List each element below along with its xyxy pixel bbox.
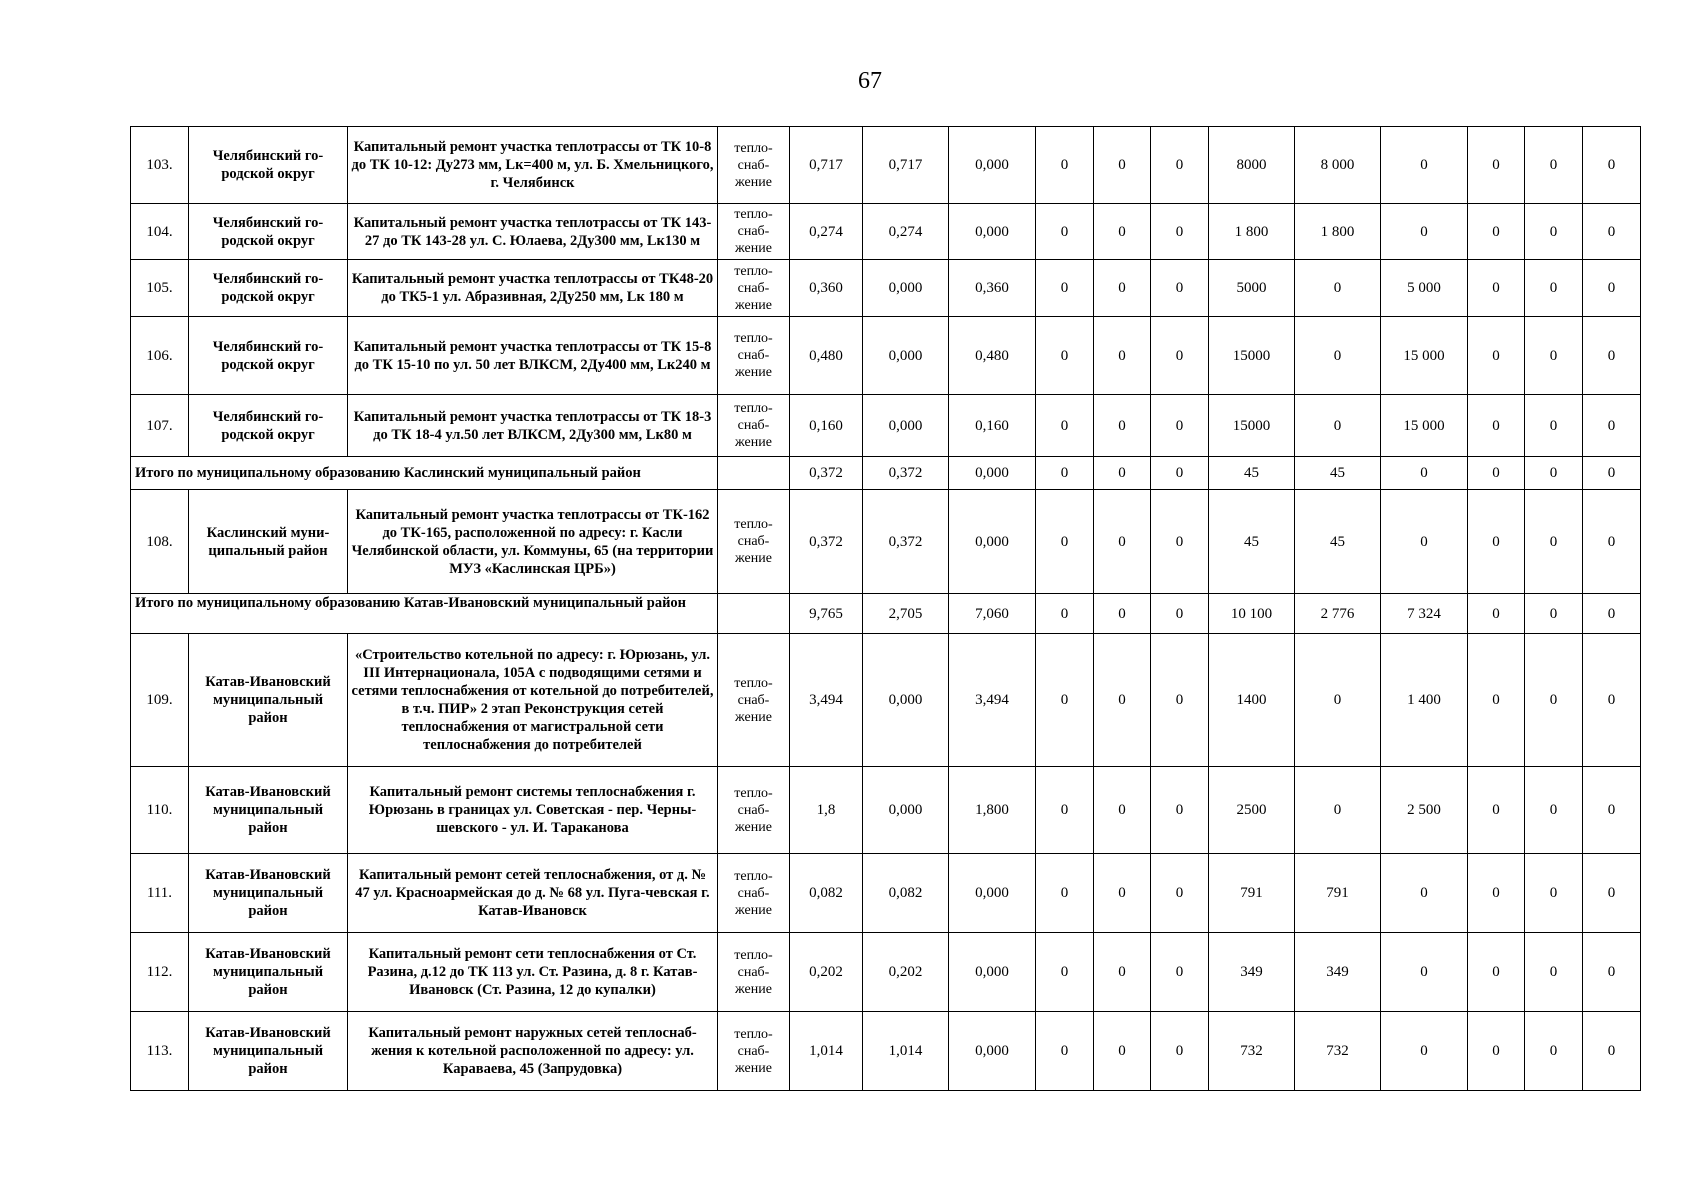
value-cell: 0 xyxy=(1468,204,1525,260)
value-cell: 0 xyxy=(1525,767,1583,854)
value-cell: 0 xyxy=(1583,457,1641,490)
value-cell: 0 xyxy=(1468,634,1525,767)
row-number: 110. xyxy=(131,767,189,854)
value-cell: 0 xyxy=(1151,260,1209,317)
municipality-cell: Катав-Ивановский муниципальный район xyxy=(189,933,348,1012)
value-cell: 0,000 xyxy=(949,854,1036,933)
value-cell: 0 xyxy=(1525,395,1583,457)
value-cell: 45 xyxy=(1209,490,1295,594)
value-cell: 0 xyxy=(1151,317,1209,395)
municipality-cell: Катав-Ивановский муниципальный район xyxy=(189,634,348,767)
value-cell: 1,800 xyxy=(949,767,1036,854)
value-cell: 0 xyxy=(1295,317,1381,395)
value-cell: 0,717 xyxy=(790,127,863,204)
value-cell: 15000 xyxy=(1209,317,1295,395)
value-cell: 0 xyxy=(1036,490,1094,594)
value-cell: 0 xyxy=(1468,457,1525,490)
value-cell: 0 xyxy=(1525,490,1583,594)
value-cell: 0 xyxy=(1583,854,1641,933)
value-cell: 0 xyxy=(1525,594,1583,634)
value-cell: 0,717 xyxy=(863,127,949,204)
value-cell: 0,082 xyxy=(863,854,949,933)
value-cell: 0 xyxy=(1036,260,1094,317)
municipality-cell: Челябинский го-родской округ xyxy=(189,317,348,395)
value-cell: 0,000 xyxy=(949,490,1036,594)
value-cell: 2500 xyxy=(1209,767,1295,854)
value-cell: 0 xyxy=(1468,594,1525,634)
value-cell: 1400 xyxy=(1209,634,1295,767)
value-cell: 45 xyxy=(1295,457,1381,490)
value-cell: 0,372 xyxy=(863,490,949,594)
value-cell: 0 xyxy=(1468,933,1525,1012)
value-cell: 0,082 xyxy=(790,854,863,933)
value-cell: 0 xyxy=(1036,634,1094,767)
value-cell: 0 xyxy=(1381,127,1468,204)
value-cell: 45 xyxy=(1295,490,1381,594)
value-cell: 0 xyxy=(1525,127,1583,204)
value-cell: 0 xyxy=(1094,854,1151,933)
value-cell: 0 xyxy=(1381,854,1468,933)
value-cell: 2 500 xyxy=(1381,767,1468,854)
value-cell: 0,372 xyxy=(863,457,949,490)
value-cell: 1,8 xyxy=(790,767,863,854)
page-number: 67 xyxy=(858,68,882,94)
municipality-cell: Челябинский го-родской округ xyxy=(189,204,348,260)
row-number: 112. xyxy=(131,933,189,1012)
service-type-cell: тепло-снаб-жение xyxy=(718,767,790,854)
value-cell: 2 776 xyxy=(1295,594,1381,634)
row-number: 113. xyxy=(131,1012,189,1091)
value-cell: 1 400 xyxy=(1381,634,1468,767)
project-description-cell: Капитальный ремонт наружных сетей теплоснаб-жения к котельной расположенной по адресу: ул. Караваева, 45 (Запрудовка) xyxy=(348,1012,718,1091)
value-cell: 0 xyxy=(1583,490,1641,594)
value-cell: 0,000 xyxy=(949,127,1036,204)
value-cell: 0 xyxy=(1094,1012,1151,1091)
value-cell: 0 xyxy=(1381,933,1468,1012)
value-cell: 0 xyxy=(1036,127,1094,204)
value-cell: 0 xyxy=(1583,767,1641,854)
table-row xyxy=(131,634,1641,767)
value-cell: 0,000 xyxy=(863,634,949,767)
value-cell: 0 xyxy=(1525,1012,1583,1091)
value-cell: 0 xyxy=(1468,317,1525,395)
value-cell: 0 xyxy=(1525,634,1583,767)
subtotal-label: Итого по муниципальному образованию Катав-Ивановский муниципальный район xyxy=(131,594,718,634)
value-cell: 0 xyxy=(1151,594,1209,634)
value-cell: 0 xyxy=(1094,395,1151,457)
value-cell: 0,274 xyxy=(790,204,863,260)
value-cell: 0,000 xyxy=(863,317,949,395)
project-description-cell: Капитальный ремонт участка теплотрассы от ТК-162 до ТК-165, расположенной по адресу: г. Касли Челябинской области, ул. Коммуны, 65 (на территории МУЗ «Каслинская ЦРБ») xyxy=(348,490,718,594)
table-row xyxy=(131,933,1641,1012)
value-cell: 0 xyxy=(1295,767,1381,854)
municipality-cell: Челябинский го-родской округ xyxy=(189,395,348,457)
value-cell: 0 xyxy=(1151,457,1209,490)
investment-program-table xyxy=(130,126,1641,1091)
value-cell: 0,274 xyxy=(863,204,949,260)
value-cell: 0 xyxy=(1468,395,1525,457)
value-cell: 0 xyxy=(1583,395,1641,457)
value-cell: 0 xyxy=(1036,1012,1094,1091)
subtotal-row xyxy=(131,594,1641,634)
value-cell: 0 xyxy=(1525,260,1583,317)
project-description-cell: Капитальный ремонт участка теплотрассы от ТК 143-27 до ТК 143-28 ул. С. Юлаева, 2Ду300 мм, Lк130 м xyxy=(348,204,718,260)
row-number: 105. xyxy=(131,260,189,317)
value-cell: 1,014 xyxy=(790,1012,863,1091)
value-cell: 0,000 xyxy=(949,1012,1036,1091)
value-cell: 791 xyxy=(1295,854,1381,933)
project-description-cell: Капитальный ремонт системы теплоснабжения г. Юрюзань в границах ул. Советская - пер. Черны-шевского - ул. И. Тараканова xyxy=(348,767,718,854)
value-cell: 0 xyxy=(1094,933,1151,1012)
project-description-cell: Капитальный ремонт участка теплотрассы от ТК 18-3 до ТК 18-4 ул.50 лет ВЛКСМ, 2Ду300 мм, Lк80 м xyxy=(348,395,718,457)
row-number: 106. xyxy=(131,317,189,395)
value-cell: 0 xyxy=(1468,490,1525,594)
value-cell: 0,000 xyxy=(949,457,1036,490)
service-type-cell: тепло-снаб-жение xyxy=(718,854,790,933)
value-cell: 0 xyxy=(1151,854,1209,933)
table-row xyxy=(131,260,1641,317)
table-row xyxy=(131,204,1641,260)
municipality-cell: Катав-Ивановский муниципальный район xyxy=(189,767,348,854)
value-cell: 0 xyxy=(1094,634,1151,767)
value-cell: 0 xyxy=(1151,127,1209,204)
value-cell: 0 xyxy=(1381,457,1468,490)
municipality-cell: Катав-Ивановский муниципальный район xyxy=(189,854,348,933)
municipality-cell: Челябинский го-родской округ xyxy=(189,127,348,204)
value-cell: 0 xyxy=(1295,395,1381,457)
value-cell: 0,000 xyxy=(863,395,949,457)
value-cell: 0,000 xyxy=(863,260,949,317)
value-cell: 0,000 xyxy=(949,204,1036,260)
value-cell: 0 xyxy=(1525,933,1583,1012)
value-cell: 0 xyxy=(1036,395,1094,457)
value-cell: 0 xyxy=(1151,395,1209,457)
value-cell: 2,705 xyxy=(863,594,949,634)
service-type-cell: тепло-снаб-жение xyxy=(718,933,790,1012)
value-cell: 0,202 xyxy=(790,933,863,1012)
table-row xyxy=(131,127,1641,204)
value-cell: 7,060 xyxy=(949,594,1036,634)
value-cell: 0 xyxy=(1094,204,1151,260)
value-cell: 0 xyxy=(1094,260,1151,317)
value-cell: 0 xyxy=(1583,634,1641,767)
value-cell: 7 324 xyxy=(1381,594,1468,634)
value-cell: 0 xyxy=(1151,933,1209,1012)
value-cell: 0 xyxy=(1094,457,1151,490)
service-type-cell: тепло-снаб-жение xyxy=(718,317,790,395)
value-cell: 0 xyxy=(1295,260,1381,317)
value-cell: 0,202 xyxy=(863,933,949,1012)
value-cell: 0 xyxy=(1381,490,1468,594)
subtotal-empty-cell xyxy=(718,457,790,490)
value-cell: 0 xyxy=(1036,594,1094,634)
value-cell: 0 xyxy=(1036,457,1094,490)
value-cell: 0,372 xyxy=(790,490,863,594)
municipality-cell: Каслинский муни-ципальный район xyxy=(189,490,348,594)
value-cell: 0 xyxy=(1094,767,1151,854)
value-cell: 0 xyxy=(1036,204,1094,260)
value-cell: 0 xyxy=(1583,204,1641,260)
value-cell: 8 000 xyxy=(1295,127,1381,204)
value-cell: 791 xyxy=(1209,854,1295,933)
value-cell: 0 xyxy=(1583,260,1641,317)
value-cell: 10 100 xyxy=(1209,594,1295,634)
value-cell: 732 xyxy=(1295,1012,1381,1091)
row-number: 107. xyxy=(131,395,189,457)
value-cell: 0 xyxy=(1036,854,1094,933)
value-cell: 15 000 xyxy=(1381,395,1468,457)
project-description-cell: «Строительство котельной по адресу: г. Юрюзань, ул. III Интернационала, 105А с подводящими сетями и сетями теплоснабжения от котельной до потребителей, в т.ч. ПИР» 2 этап Реконструкция сетей теплоснабжения от магистральной сети теплоснабжения до потребителей xyxy=(348,634,718,767)
value-cell: 0 xyxy=(1036,933,1094,1012)
municipality-cell: Челябинский го-родской округ xyxy=(189,260,348,317)
value-cell: 0,160 xyxy=(790,395,863,457)
subtotal-row xyxy=(131,457,1641,490)
project-description-cell: Капитальный ремонт сетей теплоснабжения, от д. № 47 ул. Красноармейская до д. № 68 ул. Пуга-чевская г. Катав-Ивановск xyxy=(348,854,718,933)
value-cell: 1 800 xyxy=(1209,204,1295,260)
table-row xyxy=(131,1012,1641,1091)
project-description-cell: Капитальный ремонт участка теплотрассы от ТК 10-8 до ТК 10-12: Ду273 мм, Lк=400 м, ул. Б. Хмельницкого, г. Челябинск xyxy=(348,127,718,204)
value-cell: 0 xyxy=(1525,317,1583,395)
value-cell: 45 xyxy=(1209,457,1295,490)
value-cell: 0 xyxy=(1151,767,1209,854)
table-row xyxy=(131,767,1641,854)
value-cell: 0 xyxy=(1468,767,1525,854)
value-cell: 0 xyxy=(1151,1012,1209,1091)
subtotal-empty-cell xyxy=(718,594,790,634)
service-type-cell: тепло-снаб-жение xyxy=(718,490,790,594)
value-cell: 0 xyxy=(1468,260,1525,317)
value-cell: 1 800 xyxy=(1295,204,1381,260)
value-cell: 0 xyxy=(1525,854,1583,933)
project-description-cell: Капитальный ремонт сети теплоснабжения от Ст. Разина, д.12 до ТК 113 ул. Ст. Разина, д. 8 г. Катав-Ивановск (Ст. Разина, 12 до купалки) xyxy=(348,933,718,1012)
value-cell: 0 xyxy=(1381,1012,1468,1091)
value-cell: 0 xyxy=(1094,127,1151,204)
value-cell: 0 xyxy=(1094,594,1151,634)
municipality-cell: Катав-Ивановский муниципальный район xyxy=(189,1012,348,1091)
value-cell: 0,480 xyxy=(949,317,1036,395)
value-cell: 732 xyxy=(1209,1012,1295,1091)
value-cell: 0 xyxy=(1151,634,1209,767)
value-cell: 0 xyxy=(1151,204,1209,260)
value-cell: 0 xyxy=(1381,204,1468,260)
value-cell: 0,160 xyxy=(949,395,1036,457)
value-cell: 0,000 xyxy=(949,933,1036,1012)
row-number: 108. xyxy=(131,490,189,594)
value-cell: 349 xyxy=(1209,933,1295,1012)
value-cell: 8000 xyxy=(1209,127,1295,204)
value-cell: 5000 xyxy=(1209,260,1295,317)
table-row xyxy=(131,395,1641,457)
value-cell: 0 xyxy=(1151,490,1209,594)
service-type-cell: тепло-снаб-жение xyxy=(718,204,790,260)
value-cell: 0 xyxy=(1094,490,1151,594)
service-type-cell: тепло-снаб-жение xyxy=(718,634,790,767)
value-cell: 0 xyxy=(1036,767,1094,854)
value-cell: 0,480 xyxy=(790,317,863,395)
value-cell: 5 000 xyxy=(1381,260,1468,317)
value-cell: 0 xyxy=(1583,317,1641,395)
value-cell: 0,360 xyxy=(790,260,863,317)
value-cell: 0 xyxy=(1583,1012,1641,1091)
service-type-cell: тепло-снаб-жение xyxy=(718,395,790,457)
value-cell: 0,372 xyxy=(790,457,863,490)
value-cell: 0 xyxy=(1583,127,1641,204)
table-row xyxy=(131,317,1641,395)
row-number: 103. xyxy=(131,127,189,204)
value-cell: 3,494 xyxy=(790,634,863,767)
value-cell: 0 xyxy=(1468,1012,1525,1091)
value-cell: 0 xyxy=(1583,933,1641,1012)
value-cell: 0 xyxy=(1583,594,1641,634)
row-number: 104. xyxy=(131,204,189,260)
value-cell: 0,000 xyxy=(863,767,949,854)
value-cell: 9,765 xyxy=(790,594,863,634)
value-cell: 3,494 xyxy=(949,634,1036,767)
value-cell: 0 xyxy=(1525,457,1583,490)
value-cell: 1,014 xyxy=(863,1012,949,1091)
value-cell: 0,360 xyxy=(949,260,1036,317)
service-type-cell: тепло-снаб-жение xyxy=(718,1012,790,1091)
table-row xyxy=(131,490,1641,594)
table-row xyxy=(131,854,1641,933)
value-cell: 0 xyxy=(1525,204,1583,260)
project-description-cell: Капитальный ремонт участка теплотрассы от ТК 15-8 до ТК 15-10 по ул. 50 лет ВЛКСМ, 2Ду400 мм, Lк240 м xyxy=(348,317,718,395)
value-cell: 0 xyxy=(1468,127,1525,204)
value-cell: 0 xyxy=(1094,317,1151,395)
service-type-cell: тепло-снаб-жение xyxy=(718,127,790,204)
value-cell: 15 000 xyxy=(1381,317,1468,395)
service-type-cell: тепло-снаб-жение xyxy=(718,260,790,317)
row-number: 109. xyxy=(131,634,189,767)
value-cell: 0 xyxy=(1295,634,1381,767)
row-number: 111. xyxy=(131,854,189,933)
value-cell: 0 xyxy=(1468,854,1525,933)
subtotal-label: Итого по муниципальному образованию Каслинский муниципальный район xyxy=(131,457,718,490)
value-cell: 15000 xyxy=(1209,395,1295,457)
value-cell: 349 xyxy=(1295,933,1381,1012)
project-description-cell: Капитальный ремонт участка теплотрассы от ТК48-20 до ТК5-1 ул. Абразивная, 2Ду250 мм, Lк 180 м xyxy=(348,260,718,317)
value-cell: 0 xyxy=(1036,317,1094,395)
